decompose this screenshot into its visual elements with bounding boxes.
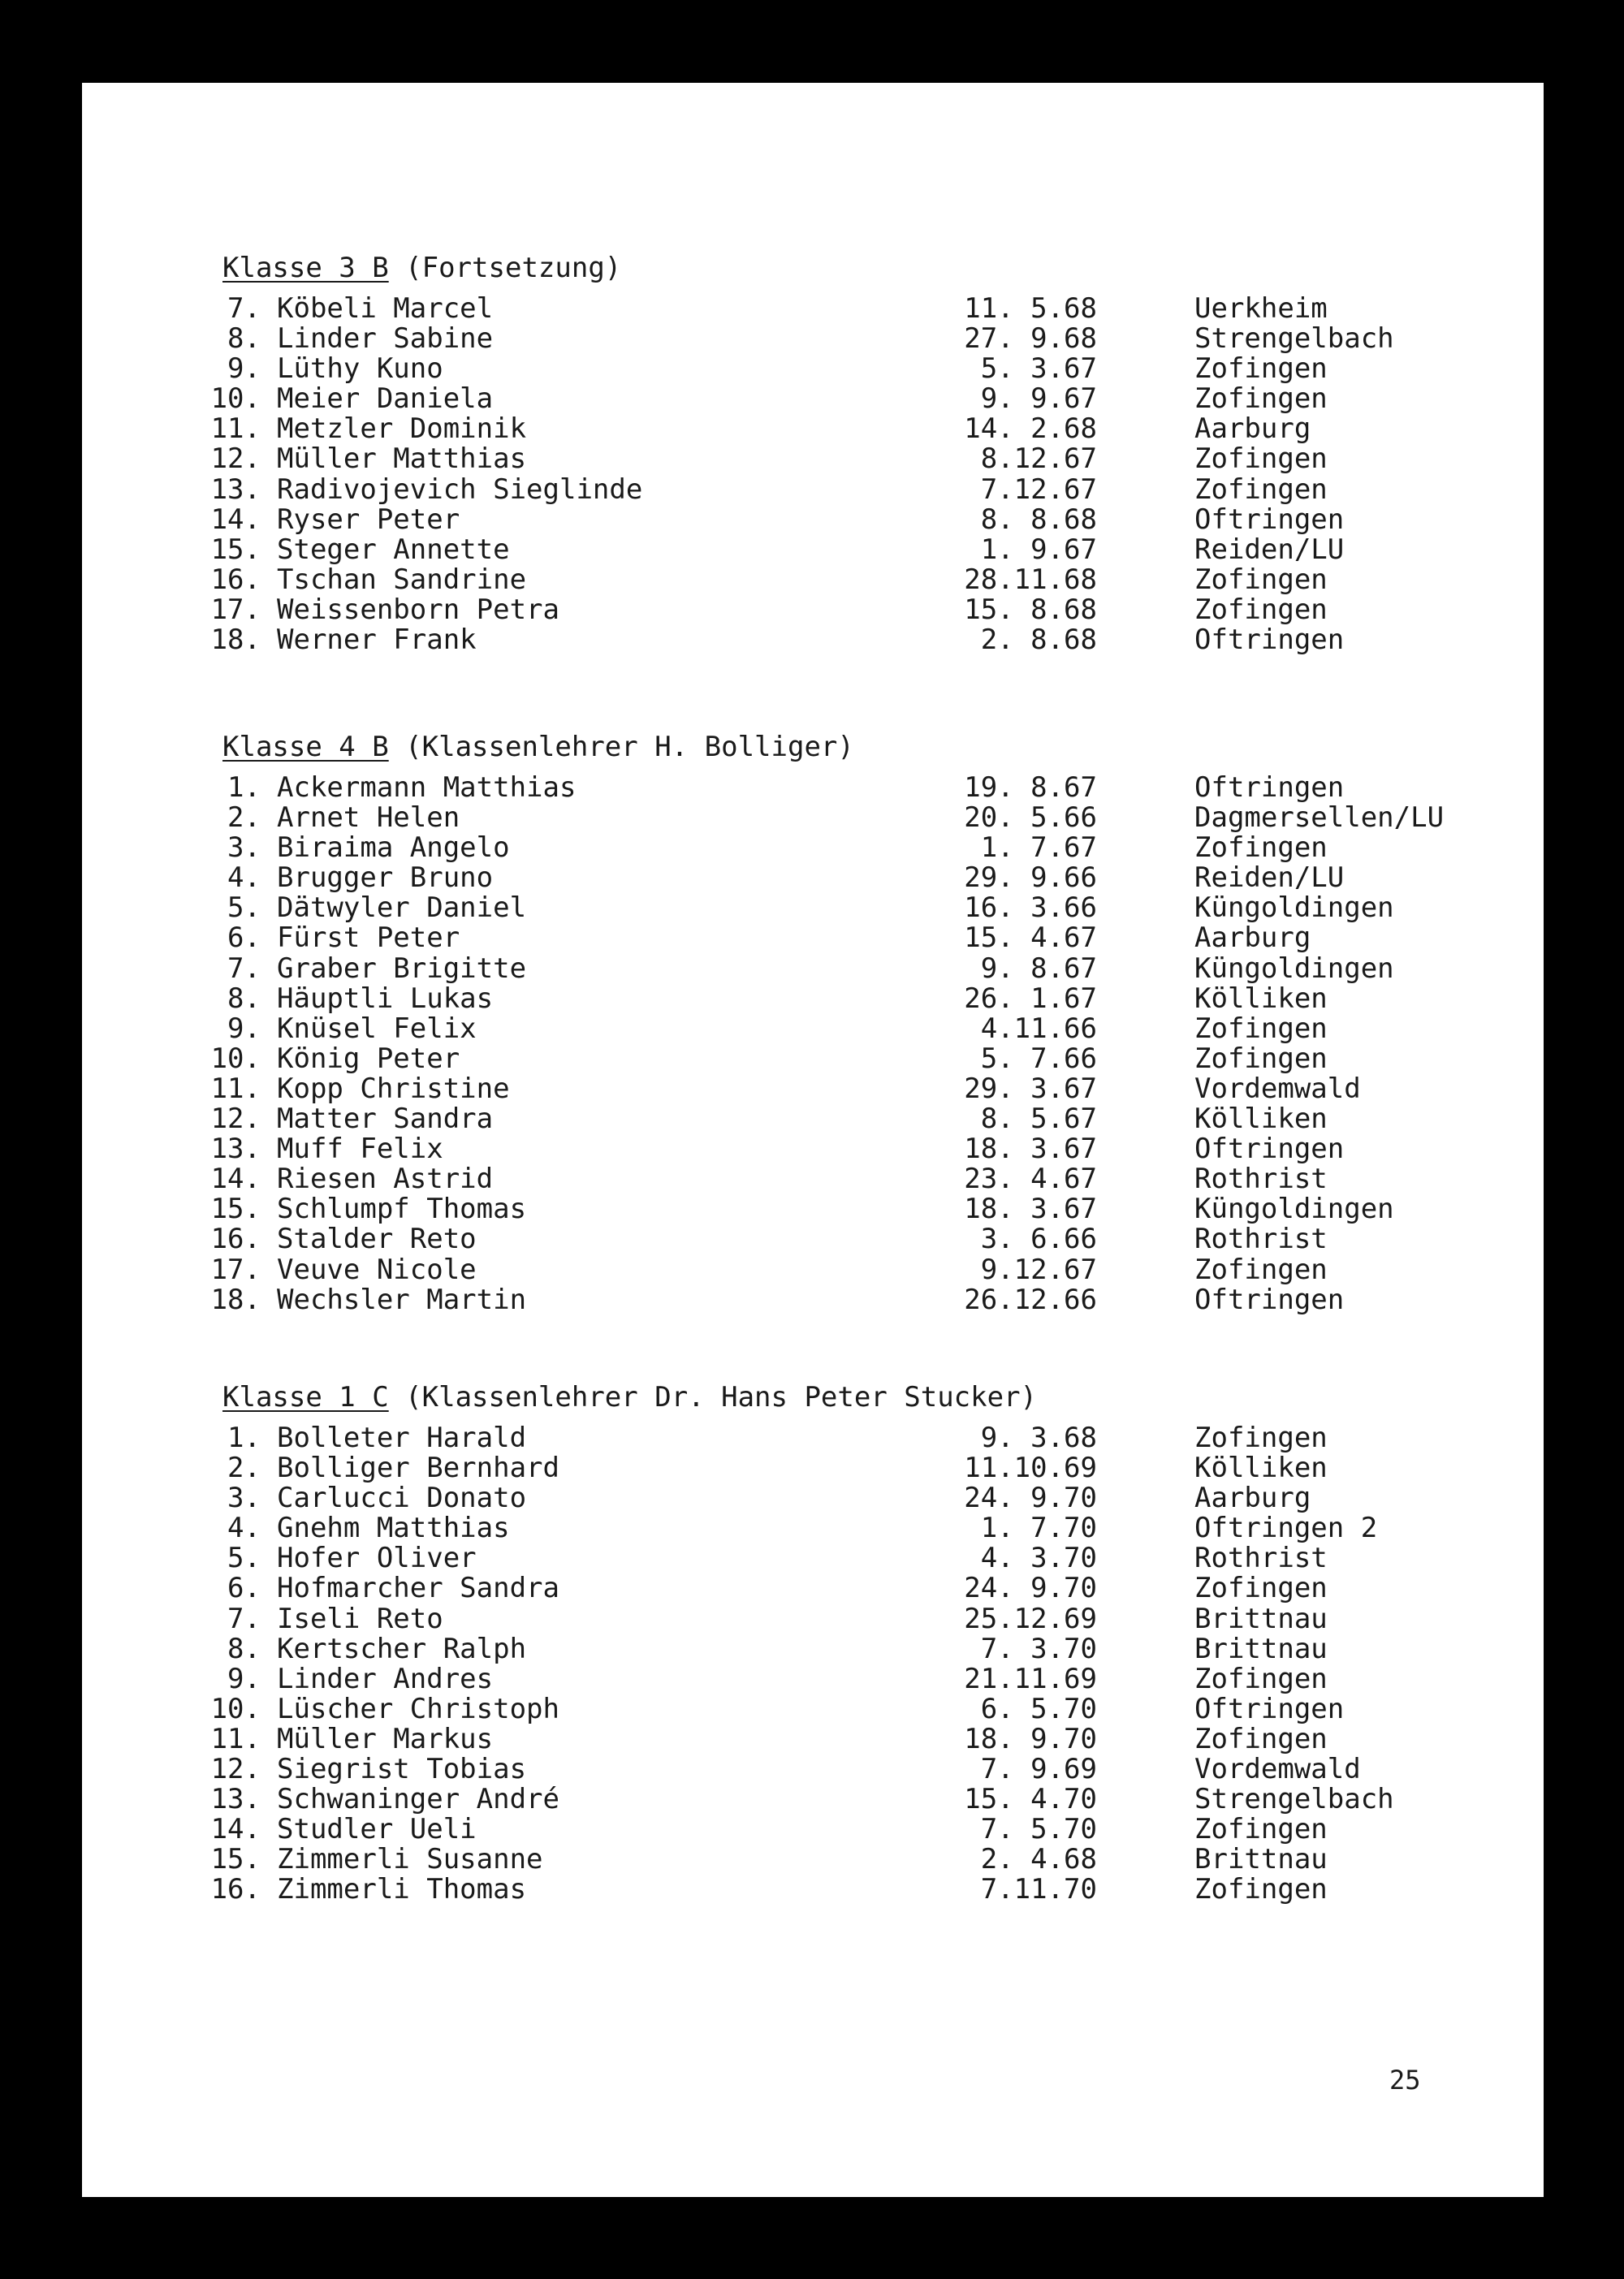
row-number: 13. <box>210 1133 261 1166</box>
student-name: Iseli Reto <box>277 1602 443 1635</box>
student-list <box>82 294 1544 655</box>
birth-date: 18. 3.67 <box>964 1133 1097 1166</box>
birth-date: 29. 9.66 <box>964 861 1097 895</box>
table-row <box>82 1755 1544 1785</box>
student-name: Wechsler Martin <box>277 1283 527 1316</box>
table-row <box>82 1664 1544 1694</box>
birth-date: 29. 3.67 <box>964 1072 1097 1105</box>
birth-date: 26.12.66 <box>964 1283 1097 1316</box>
birth-date: 28.11.68 <box>964 563 1097 596</box>
table-row <box>82 1875 1544 1905</box>
table-row <box>82 444 1544 474</box>
row-number: 18. <box>210 624 261 657</box>
student-name: Arnet Helen <box>277 801 460 835</box>
row-number: 15. <box>210 1843 261 1876</box>
hometown: Zofingen <box>1194 1813 1328 1846</box>
birth-date: 9. 8.67 <box>980 952 1097 985</box>
birth-date: 2. 8.68 <box>980 624 1097 657</box>
birth-date: 8. 5.67 <box>980 1103 1097 1136</box>
row-number: 6. <box>227 1572 261 1605</box>
student-name: Köbeli Marcel <box>277 292 494 325</box>
hometown: Oftringen <box>1194 1133 1345 1166</box>
row-number: 12. <box>210 1753 261 1786</box>
hometown: Strengelbach <box>1194 322 1394 356</box>
birth-date: 9. 3.68 <box>980 1422 1097 1454</box>
hometown: Oftringen <box>1194 1283 1345 1316</box>
student-name: Kertscher Ralph <box>277 1632 527 1665</box>
row-number: 12. <box>210 1103 261 1136</box>
document-page <box>82 83 1544 2197</box>
row-number: 12. <box>210 442 261 476</box>
student-name: Lüthy Kuno <box>277 352 443 386</box>
row-number: 17. <box>210 593 261 626</box>
birth-date: 9.12.67 <box>980 1253 1097 1286</box>
hometown: Oftringen <box>1194 771 1345 804</box>
student-name: Hofer Oliver <box>277 1542 477 1575</box>
hometown: Reiden/LU <box>1194 861 1345 895</box>
class-note: (Klassenlehrer Dr. Hans Peter Stucker) <box>388 1381 1038 1414</box>
student-name: Riesen Astrid <box>277 1163 494 1196</box>
student-name: Kopp Christine <box>277 1072 510 1105</box>
page-number: 25 <box>1389 2065 1421 2096</box>
row-number: 13. <box>210 473 261 506</box>
table-row <box>82 354 1544 384</box>
class-label: Klasse 1 C <box>222 1381 389 1414</box>
hometown: Zofingen <box>1194 1722 1328 1755</box>
row-number: 15. <box>210 533 261 566</box>
birth-date: 3. 6.66 <box>980 1223 1097 1256</box>
hometown: Zofingen <box>1194 382 1328 416</box>
student-list <box>82 1423 1544 1906</box>
hometown: Zofingen <box>1194 1873 1328 1906</box>
hometown: Zofingen <box>1194 442 1328 476</box>
birth-date: 15. 4.67 <box>964 922 1097 955</box>
hometown: Rothrist <box>1194 1223 1328 1256</box>
hometown: Oftringen <box>1194 503 1345 536</box>
student-name: Veuve Nicole <box>277 1253 477 1286</box>
row-number: 14. <box>210 1163 261 1196</box>
birth-date: 15. 4.70 <box>964 1783 1097 1816</box>
row-number: 3. <box>227 1482 261 1515</box>
row-number: 14. <box>210 503 261 536</box>
table-row <box>82 505 1544 535</box>
table-row <box>82 1573 1544 1604</box>
student-name: Metzler Dominik <box>277 412 527 446</box>
student-list <box>82 773 1544 1315</box>
row-number: 10. <box>210 382 261 416</box>
birth-date: 9. 9.67 <box>980 382 1097 416</box>
row-number: 11. <box>210 412 261 446</box>
birth-date: 15. 8.68 <box>964 593 1097 626</box>
birth-date: 6. 5.70 <box>980 1692 1097 1725</box>
student-name: Brugger Bruno <box>277 861 494 895</box>
student-name: Carlucci Donato <box>277 1482 527 1515</box>
student-name: Bolliger Bernhard <box>277 1452 559 1485</box>
birth-date: 20. 5.66 <box>964 801 1097 835</box>
row-number: 4. <box>227 861 261 895</box>
hometown: Zofingen <box>1194 1572 1328 1605</box>
birth-date: 19. 8.67 <box>964 771 1097 804</box>
class-note: (Fortsetzung) <box>388 252 622 284</box>
birth-date: 8.12.67 <box>980 442 1097 476</box>
birth-date: 1. 7.70 <box>980 1512 1097 1545</box>
table-row <box>82 1194 1544 1224</box>
student-name: Müller Markus <box>277 1722 494 1755</box>
table-row <box>82 863 1544 893</box>
birth-date: 7. 5.70 <box>980 1813 1097 1846</box>
row-number: 5. <box>227 1542 261 1575</box>
table-row <box>82 893 1544 923</box>
birth-date: 11. 5.68 <box>964 292 1097 325</box>
birth-date: 24. 9.70 <box>964 1482 1097 1515</box>
row-number: 9. <box>227 1012 261 1045</box>
student-name: Tschan Sandrine <box>277 563 527 596</box>
hometown: Zofingen <box>1194 1012 1328 1045</box>
row-number: 4. <box>227 1512 261 1545</box>
hometown: Küngoldingen <box>1194 891 1394 925</box>
row-number: 10. <box>210 1042 261 1075</box>
student-name: Bolleter Harald <box>277 1422 527 1454</box>
hometown: Aarburg <box>1194 922 1311 955</box>
table-row <box>82 773 1544 803</box>
student-name: Linder Sabine <box>277 322 494 356</box>
row-number: 16. <box>210 1873 261 1906</box>
table-row <box>82 475 1544 505</box>
class-label: Klasse 4 B <box>222 731 389 763</box>
student-name: Biraima Angelo <box>277 831 510 865</box>
table-row <box>82 1104 1544 1134</box>
hometown: Zofingen <box>1194 593 1328 626</box>
hometown: Zofingen <box>1194 1253 1328 1286</box>
hometown: Aarburg <box>1194 1482 1311 1515</box>
birth-date: 11.10.69 <box>964 1452 1097 1485</box>
table-row <box>82 1724 1544 1755</box>
birth-date: 7.12.67 <box>980 473 1097 506</box>
student-name: Muff Felix <box>277 1133 443 1166</box>
table-row <box>82 954 1544 984</box>
hometown: Vordemwald <box>1194 1072 1361 1105</box>
birth-date: 1. 7.67 <box>980 831 1097 865</box>
hometown: Zofingen <box>1194 1042 1328 1075</box>
class-label: Klasse 3 B <box>222 252 389 284</box>
hometown: Kölliken <box>1194 1103 1328 1136</box>
student-name: Weissenborn Petra <box>277 593 559 626</box>
table-row <box>82 1074 1544 1104</box>
student-name: Zimmerli Susanne <box>277 1843 543 1876</box>
hometown: Küngoldingen <box>1194 1193 1394 1226</box>
row-number: 16. <box>210 563 261 596</box>
row-number: 6. <box>227 922 261 955</box>
hometown: Uerkheim <box>1194 292 1328 325</box>
table-row <box>82 414 1544 444</box>
table-row <box>82 1483 1544 1513</box>
row-number: 17. <box>210 1253 261 1286</box>
student-name: Matter Sandra <box>277 1103 494 1136</box>
class-note: (Klassenlehrer H. Bolliger) <box>388 731 854 763</box>
table-row <box>82 1164 1544 1194</box>
table-row <box>82 1694 1544 1724</box>
table-row <box>82 923 1544 953</box>
hometown: Oftringen <box>1194 1692 1345 1725</box>
table-row <box>82 324 1544 354</box>
student-name: Linder Andres <box>277 1662 494 1695</box>
birth-date: 25.12.69 <box>964 1602 1097 1635</box>
student-name: Radivojevich Sieglinde <box>277 473 643 506</box>
hometown: Zofingen <box>1194 831 1328 865</box>
row-number: 15. <box>210 1193 261 1226</box>
hometown: Zofingen <box>1194 563 1328 596</box>
hometown: Reiden/LU <box>1194 533 1345 566</box>
student-name: Lüscher Christoph <box>277 1692 559 1725</box>
table-row <box>82 1134 1544 1164</box>
table-row <box>82 535 1544 565</box>
row-number: 7. <box>227 952 261 985</box>
table-row <box>82 384 1544 414</box>
student-name: Zimmerli Thomas <box>277 1873 527 1906</box>
row-number: 11. <box>210 1072 261 1105</box>
table-row <box>82 625 1544 655</box>
section-heading <box>222 1381 1037 1414</box>
hometown: Rothrist <box>1194 1163 1328 1196</box>
row-number: 1. <box>227 771 261 804</box>
hometown: Oftringen <box>1194 624 1345 657</box>
row-number: 8. <box>227 1632 261 1665</box>
student-name: Werner Frank <box>277 624 477 657</box>
birth-date: 7.11.70 <box>980 1873 1097 1906</box>
student-name: Ackermann Matthias <box>277 771 577 804</box>
table-row <box>82 1014 1544 1044</box>
birth-date: 27. 9.68 <box>964 322 1097 356</box>
hometown: Oftringen 2 <box>1194 1512 1378 1545</box>
row-number: 5. <box>227 891 261 925</box>
student-name: Stalder Reto <box>277 1223 477 1256</box>
table-row <box>82 1285 1544 1315</box>
hometown: Zofingen <box>1194 352 1328 386</box>
student-name: Studler Ueli <box>277 1813 477 1846</box>
table-row <box>82 1634 1544 1664</box>
student-name: Steger Annette <box>277 533 510 566</box>
row-number: 2. <box>227 1452 261 1485</box>
table-row <box>82 803 1544 833</box>
birth-date: 5. 3.67 <box>980 352 1097 386</box>
table-row <box>82 565 1544 595</box>
row-number: 18. <box>210 1283 261 1316</box>
student-name: Meier Daniela <box>277 382 494 416</box>
birth-date: 7. 3.70 <box>980 1632 1097 1665</box>
birth-date: 1. 9.67 <box>980 533 1097 566</box>
student-name: König Peter <box>277 1042 460 1075</box>
table-row <box>82 1513 1544 1543</box>
row-number: 9. <box>227 352 261 386</box>
row-number: 7. <box>227 292 261 325</box>
table-row <box>82 1785 1544 1815</box>
table-row <box>82 294 1544 324</box>
student-name: Schwaninger André <box>277 1783 559 1816</box>
birth-date: 2. 4.68 <box>980 1843 1097 1876</box>
row-number: 3. <box>227 831 261 865</box>
row-number: 8. <box>227 322 261 356</box>
table-row <box>82 1453 1544 1483</box>
hometown: Brittnau <box>1194 1602 1328 1635</box>
table-row <box>82 1604 1544 1634</box>
student-name: Fürst Peter <box>277 922 460 955</box>
hometown: Küngoldingen <box>1194 952 1394 985</box>
hometown: Zofingen <box>1194 1422 1328 1454</box>
birth-date: 5. 7.66 <box>980 1042 1097 1075</box>
section-heading <box>222 252 621 284</box>
student-name: Graber Brigitte <box>277 952 527 985</box>
birth-date: 8. 8.68 <box>980 503 1097 536</box>
hometown: Kölliken <box>1194 1452 1328 1485</box>
table-row <box>82 1044 1544 1074</box>
table-row <box>82 1255 1544 1285</box>
table-row <box>82 1224 1544 1254</box>
student-name: Hofmarcher Sandra <box>277 1572 559 1605</box>
birth-date: 24. 9.70 <box>964 1572 1097 1605</box>
birth-date: 4.11.66 <box>980 1012 1097 1045</box>
table-row <box>82 984 1544 1014</box>
table-row <box>82 1815 1544 1845</box>
row-number: 9. <box>227 1662 261 1695</box>
hometown: Zofingen <box>1194 473 1328 506</box>
hometown: Vordemwald <box>1194 1753 1361 1786</box>
row-number: 16. <box>210 1223 261 1256</box>
birth-date: 7. 9.69 <box>980 1753 1097 1786</box>
table-row <box>82 1845 1544 1875</box>
student-name: Schlumpf Thomas <box>277 1193 527 1226</box>
hometown: Brittnau <box>1194 1843 1328 1876</box>
birth-date: 16. 3.66 <box>964 891 1097 925</box>
student-name: Müller Matthias <box>277 442 527 476</box>
hometown: Strengelbach <box>1194 1783 1394 1816</box>
table-row <box>82 833 1544 863</box>
birth-date: 14. 2.68 <box>964 412 1097 446</box>
row-number: 10. <box>210 1692 261 1725</box>
student-name: Ryser Peter <box>277 503 460 536</box>
student-name: Gnehm Matthias <box>277 1512 510 1545</box>
birth-date: 18. 9.70 <box>964 1722 1097 1755</box>
row-number: 13. <box>210 1783 261 1816</box>
student-name: Siegrist Tobias <box>277 1753 527 1786</box>
hometown: Brittnau <box>1194 1632 1328 1665</box>
row-number: 1. <box>227 1422 261 1454</box>
student-name: Häuptli Lukas <box>277 982 494 1015</box>
hometown: Kölliken <box>1194 982 1328 1015</box>
student-name: Dätwyler Daniel <box>277 891 527 925</box>
section-heading <box>222 731 854 763</box>
hometown: Aarburg <box>1194 412 1311 446</box>
birth-date: 26. 1.67 <box>964 982 1097 1015</box>
birth-date: 21.11.69 <box>964 1662 1097 1695</box>
row-number: 2. <box>227 801 261 835</box>
table-row <box>82 595 1544 625</box>
row-number: 11. <box>210 1722 261 1755</box>
hometown: Zofingen <box>1194 1662 1328 1695</box>
birth-date: 4. 3.70 <box>980 1542 1097 1575</box>
table-row <box>82 1543 1544 1573</box>
row-number: 14. <box>210 1813 261 1846</box>
student-name: Knüsel Felix <box>277 1012 477 1045</box>
row-number: 8. <box>227 982 261 1015</box>
row-number: 7. <box>227 1602 261 1635</box>
birth-date: 23. 4.67 <box>964 1163 1097 1196</box>
hometown: Rothrist <box>1194 1542 1328 1575</box>
table-row <box>82 1423 1544 1453</box>
birth-date: 18. 3.67 <box>964 1193 1097 1226</box>
hometown: Dagmersellen/LU <box>1194 801 1445 835</box>
